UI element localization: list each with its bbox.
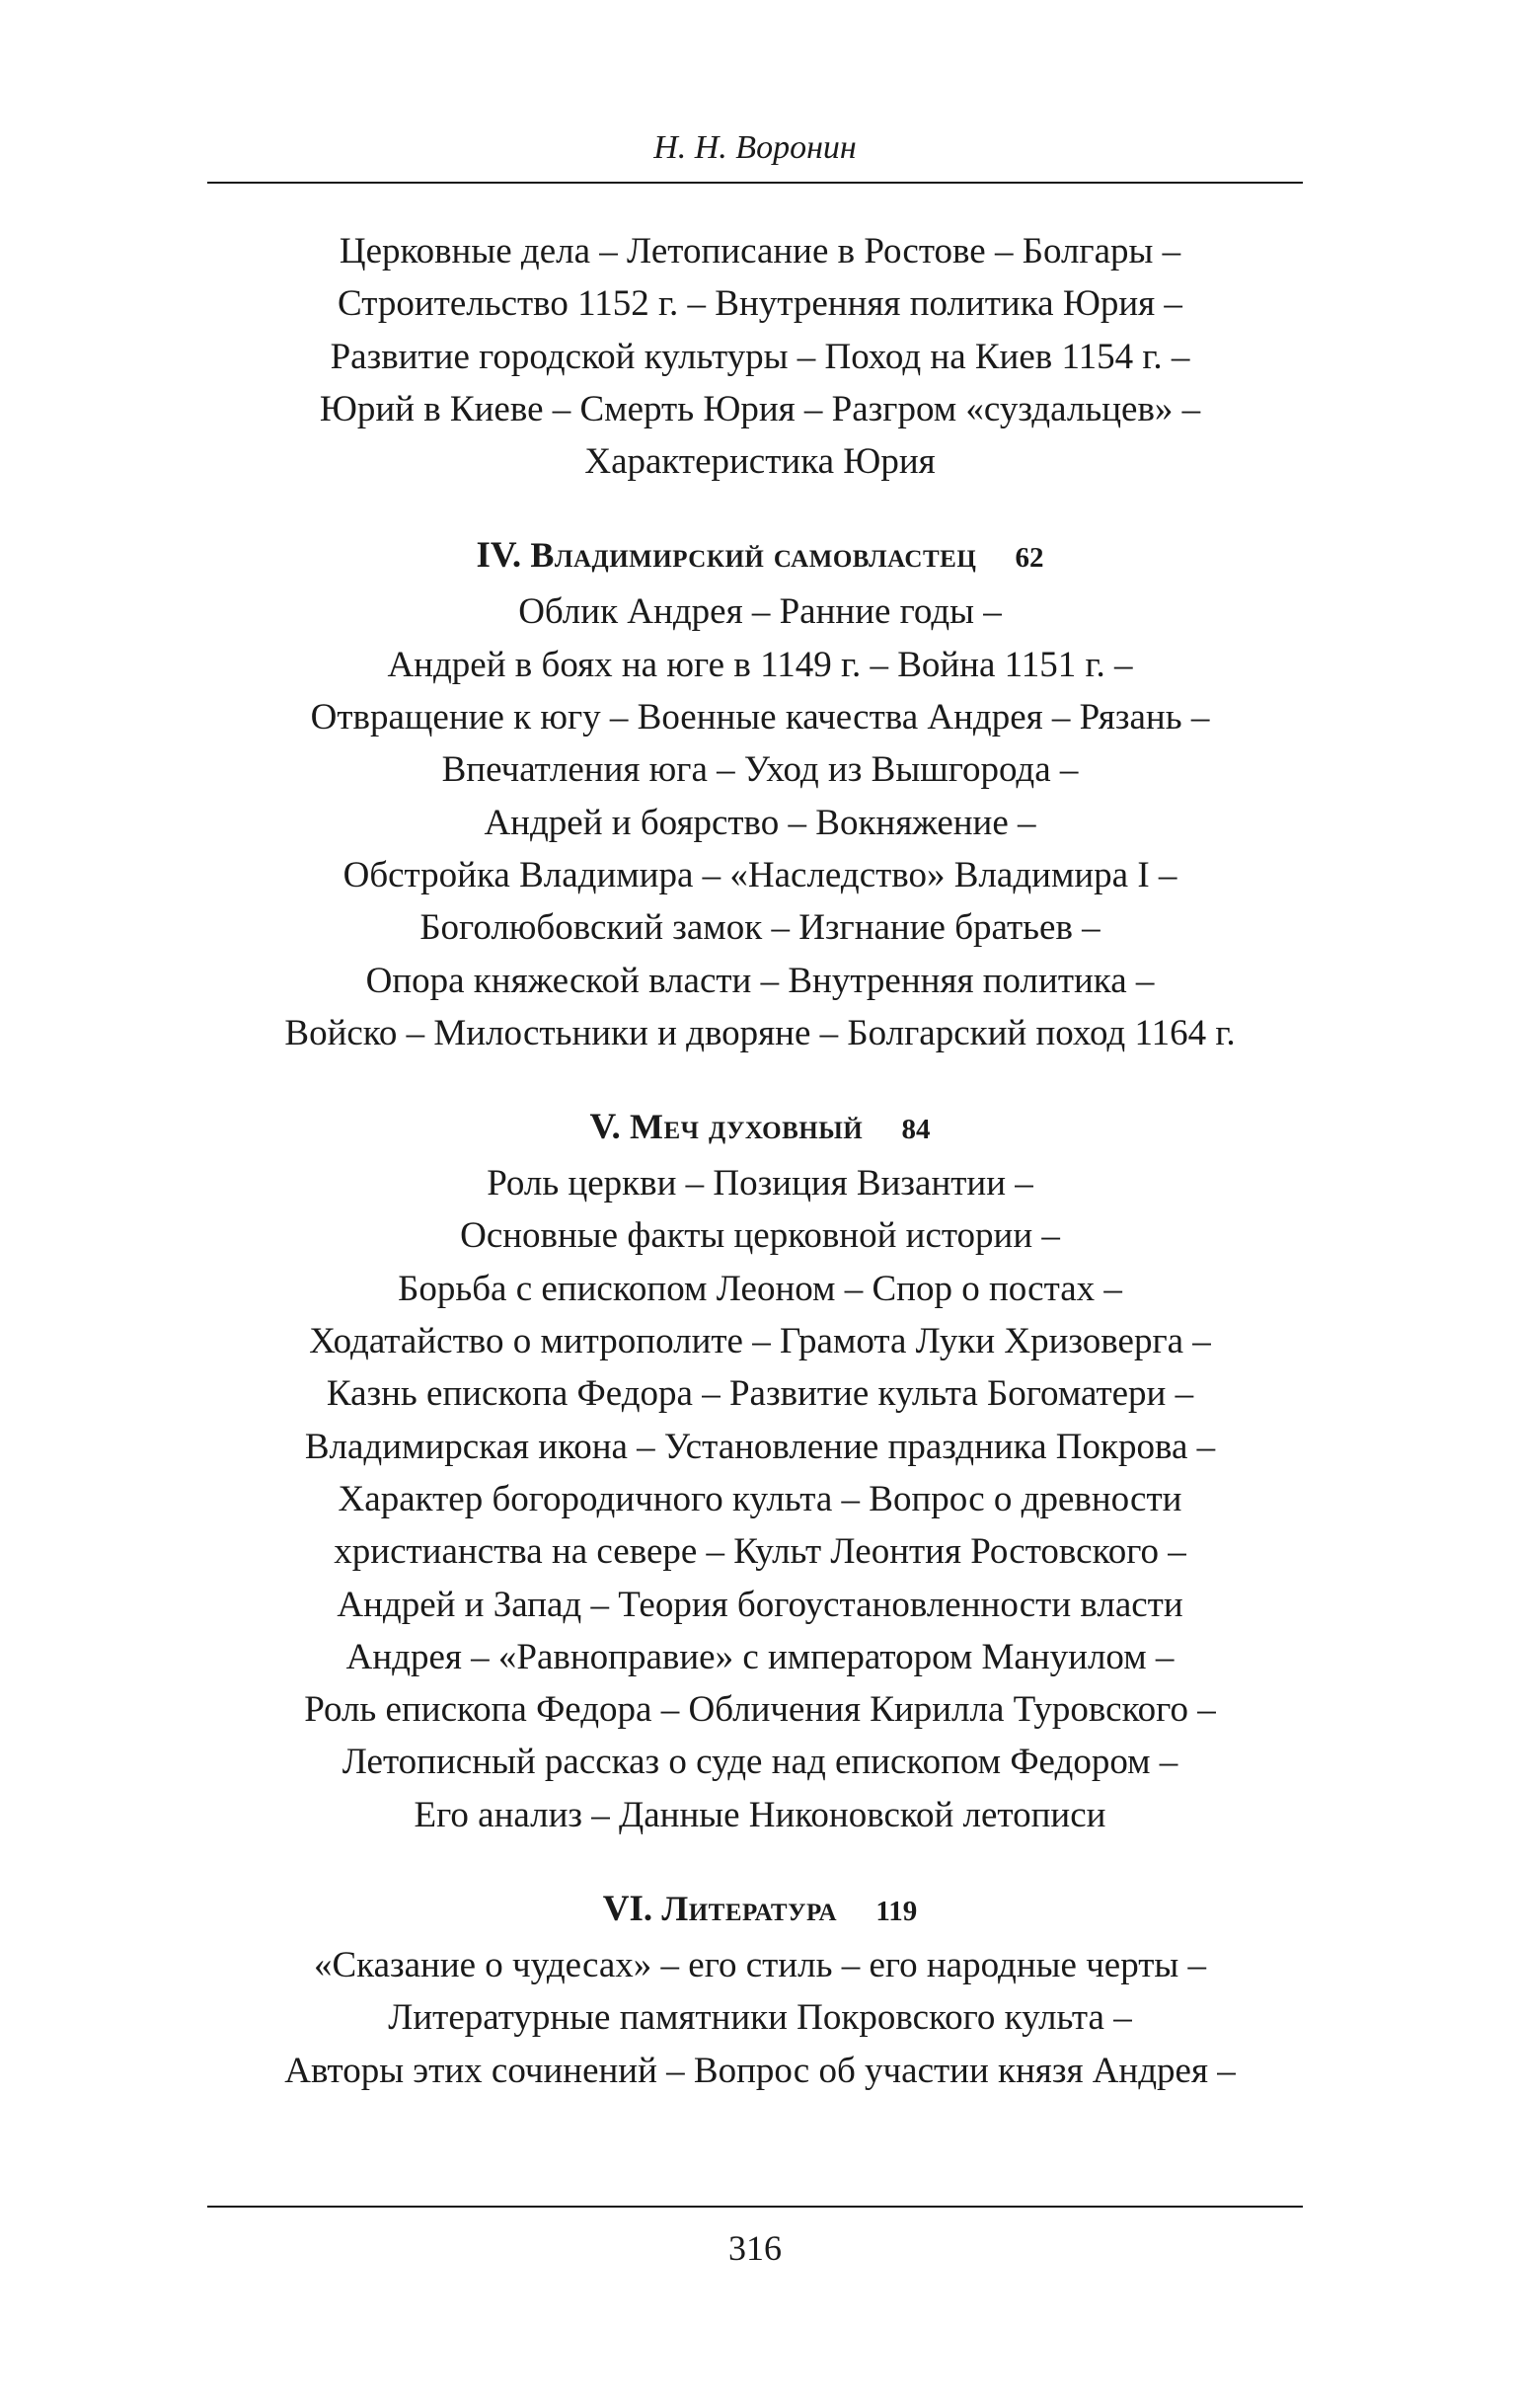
toc-line: Развитие городской культуры – Поход на Киев 1154 г. – [330, 336, 1190, 377]
chapter-heading [118, 529, 1402, 582]
chapter-title: Меч духовный [630, 1107, 864, 1147]
toc-line: Борьба с епископом Леоном – Спор о постах – [398, 1268, 1122, 1309]
toc-line: Владимирская икона – Установление праздника Покрова – [304, 1426, 1216, 1467]
toc-line: Боголюбовский замок – Изгнание братьев – [419, 907, 1101, 949]
running-head: Н. Н. Воронин [653, 129, 857, 166]
chapter-page: 119 [875, 1896, 918, 1928]
toc-line: Андрей и Запад – Теория богоустановленности власти [337, 1584, 1183, 1625]
toc-line: Основные факты церковной истории – [460, 1215, 1060, 1257]
chapter-page: 84 [901, 1114, 931, 1146]
page-number: 316 [728, 2228, 782, 2268]
chapter-number: VI. [602, 1889, 653, 1930]
toc-line: Строительство 1152 г. – Внутренняя политика Юрия – [338, 283, 1182, 325]
toc-line: Летописный рассказ о суде над епископом Федором – [342, 1742, 1178, 1783]
footer-rule [207, 2206, 1303, 2208]
chapter-heading [118, 1883, 1402, 1935]
toc-line: «Сказание о чудесах» – его стиль – его народные черты – [313, 1945, 1207, 1986]
toc-line: Характер богородичного культа – Вопрос о древности [338, 1478, 1182, 1519]
toc-line: Андрей в боях на юге в 1149 г. – Война 1151 г. – [387, 644, 1133, 685]
toc-line: Ходатайство о митрополите – Грамота Луки Хризоверга – [309, 1321, 1211, 1362]
toc-line: Церковные дела – Летописание в Ростове – Болгары – [339, 231, 1181, 272]
toc-line: Юрий в Киеве – Смерть Юрия – Разгром «суздальцев» – [319, 388, 1201, 429]
toc-line: Его анализ – Данные Никоновской летописи [414, 1794, 1106, 1835]
chapter-vi [118, 1883, 1402, 2097]
toc-line: Авторы этих сочинений – Вопрос об участии князя Андрея – [284, 2050, 1236, 2091]
chapter-number: IV. [476, 535, 522, 577]
header-rule [207, 182, 1303, 184]
chapter-v [118, 1101, 1402, 1841]
toc-line: Роль церкви – Позиция Византии – [487, 1163, 1033, 1204]
table-of-contents [118, 225, 1402, 2097]
toc-line: Характеристика Юрия [584, 441, 936, 483]
chapter-title: Владимирский самовластец [530, 535, 977, 576]
chapter-page: 62 [1015, 542, 1044, 575]
chapter-heading [118, 1101, 1402, 1153]
toc-line: христианства на севере – Культ Леонтия Ростовского – [334, 1531, 1186, 1573]
toc-line: Отвращение к югу – Военные качества Андрея – Рязань – [310, 697, 1210, 738]
toc-line: Казнь епископа Федора – Развитие культа Богоматери – [326, 1373, 1194, 1415]
toc-line: Облик Андрея – Ранние годы – [518, 591, 1002, 633]
toc-line: Андрей и боярство – Вокняжение – [484, 802, 1036, 843]
toc-line: Литературные памятники Покровского культа – [388, 1997, 1132, 2039]
toc-line: Войско – Милостьники и дворяне – Болгарский поход 1164 г. [284, 1012, 1236, 1053]
chapter-iv [118, 529, 1402, 1059]
intro-block [118, 225, 1402, 488]
toc-line: Впечатления юга – Уход из Вышгорода – [441, 749, 1079, 791]
chapter-title: Литература [661, 1889, 838, 1929]
toc-line: Опора княжеской власти – Внутренняя политика – [365, 960, 1155, 1001]
toc-line: Роль епископа Федора – Обличения Кирилла Туровского – [304, 1689, 1216, 1731]
toc-line: Обстройка Владимира – «Наследство» Владимира I – [342, 854, 1177, 895]
toc-line: Андрея – «Равноправие» с императором Мануилом – [345, 1636, 1175, 1677]
chapter-number: V. [589, 1107, 621, 1148]
